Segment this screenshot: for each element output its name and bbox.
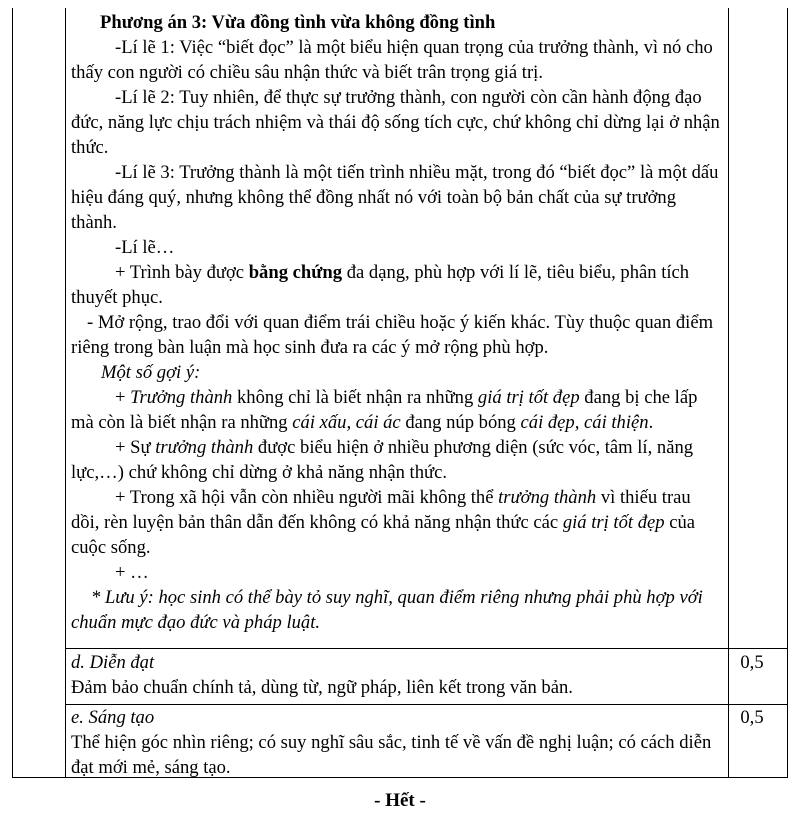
evidence-paragraph (71, 260, 721, 310)
s1-e: đang bị che lấp mà còn là biết nhận ra những (71, 387, 698, 433)
row-d-title: d. Diễn đạt (71, 652, 155, 673)
s1-d: giá trị tốt đẹp (477, 387, 580, 408)
s2-c: được biểu hiện ở nhiều phương diện (sức vóc, tâm lí, năng lực,…) chứ không chỉ dừng ở khả năng nhận thức. (71, 437, 694, 483)
s1-b: Trưởng thành (130, 387, 233, 408)
extend-paragraph: - Mở rộng, trao đổi với quan điểm trái chiều hoặc ý kiến khác. Tùy thuộc quan điểm riêng trong bàn luận mà học sinh đưa ra các ý mở rộng phù hợp. (71, 312, 714, 358)
note-paragraph: * Lưu ý: học sinh có thể bày tỏ suy nghĩ, quan điểm riêng nhưng phải phù hợp với chuẩn mực đạo đức và pháp luật. (71, 587, 703, 633)
suggest-title: Một số gợi ý: (101, 362, 201, 383)
table-border-col1 (65, 8, 66, 778)
s1-f: cái xấu, cái ác (292, 412, 401, 433)
row-e-cell (71, 705, 721, 780)
s1-h: cái đẹp, cái thiện (520, 412, 649, 433)
s2-b: trưởng thành (155, 437, 254, 458)
table-border-right (787, 8, 788, 778)
row-d-cell (71, 650, 721, 700)
s1-c: không chỉ là biết nhận ra những (232, 387, 478, 408)
reason-3: -Lí lẽ 3: Trưởng thành là một tiến trình nhiều mặt, trong đó “biết đọc” là một dấu hiệu đáng quý, nhưng không thể đồng nhất nó với toàn bộ bản chất của sự trưởng thành. (71, 162, 719, 233)
s3-e: của cuộc sống. (71, 512, 696, 558)
reason-etc: -Lí lẽ… (115, 237, 175, 258)
row-d-text: Đảm bảo chuẩn chính tả, dùng từ, ngữ pháp, liên kết trong văn bản. (71, 677, 573, 698)
row-d-score: 0,5 (740, 652, 764, 673)
s2-a: + Sự (115, 437, 156, 458)
reason-1: -Lí lẽ 1: Việc “biết đọc” là một biểu hiện quan trọng của trưởng thành, vì nó cho thấy con người có chiều sâu nhận thức và biết trân trọng giá trị. (71, 37, 713, 83)
evidence-post: đa dạng, phù hợp với lí lẽ, tiêu biểu, phân tích thuyết phục. (71, 262, 690, 308)
suggestion-3 (71, 485, 721, 560)
suggestion-2 (71, 435, 721, 485)
table-border-left (12, 8, 13, 778)
s3-b: trưởng thành (498, 487, 597, 508)
s3-a: + Trong xã hội vẫn còn nhiều người mãi không thể (115, 487, 499, 508)
s1-g: đang núp bóng (400, 412, 521, 433)
evidence-pre: + Trình bày được (115, 262, 249, 283)
s3-c: vì thiếu trau dồi, rèn luyện bản thân dẫn đến không có khả năng nhận thức các (71, 487, 691, 533)
suggestion-1 (71, 385, 721, 435)
main-content-cell (71, 10, 721, 635)
s1-a: + (115, 387, 131, 408)
row-e-score: 0,5 (740, 707, 764, 728)
end-marker: - Hết - (374, 790, 426, 811)
row-e-title: e. Sáng tạo (71, 707, 155, 728)
suggestion-etc: + … (115, 562, 149, 583)
row-divider-d (65, 648, 788, 649)
s1-i: . (648, 412, 654, 433)
evidence-bold: bằng chứng (248, 262, 343, 283)
row-e-text: Thể hiện góc nhìn riêng; có suy nghĩ sâu sắc, tinh tế về vấn đề nghị luận; có cách diễn đạt mới mẻ, sáng tạo. (71, 732, 712, 778)
reason-2: -Lí lẽ 2: Tuy nhiên, để thực sự trưởng thành, con người còn cần hành động đạo đức, năng lực chịu trách nhiệm và thái độ sống tích cực, chứ không chỉ dừng lại ở nhận thức. (71, 87, 720, 158)
s3-d: giá trị tốt đẹp (562, 512, 665, 533)
option-heading: Phương án 3: Vừa đồng tình vừa không đồng tình (100, 12, 496, 33)
